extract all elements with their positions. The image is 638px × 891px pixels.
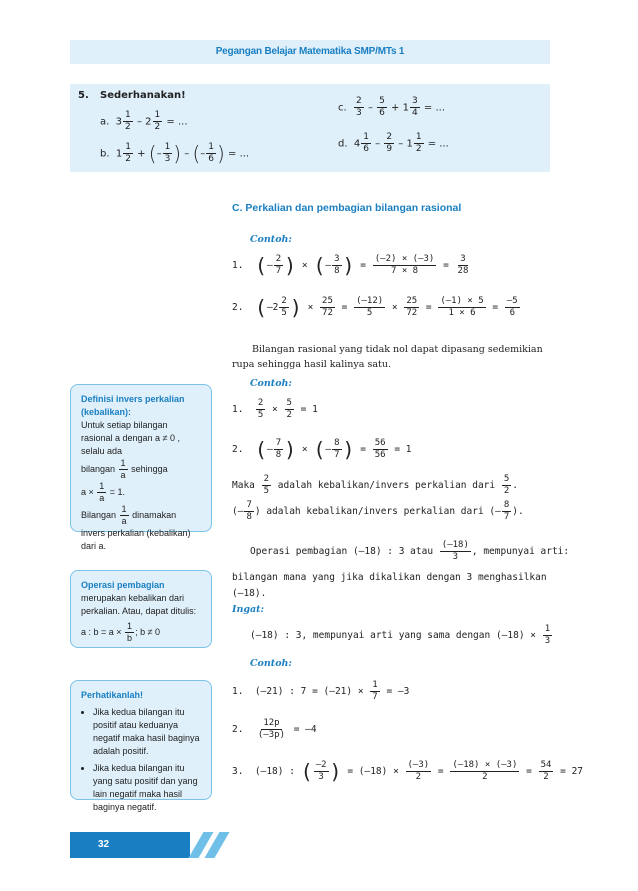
page-number: 32 [98,839,110,850]
example-3-1: 1. (–21) : 7 = (–21) × $\frac{1}{7}$ = –3 [232,680,410,702]
exercise-instruction: Sederhanakan! [100,90,186,101]
definition-body-2: bilangan $\frac{1}{a}$ sehingga [81,458,168,480]
example-3-3: 3. (–18) : ( $\frac{-2}{3}$ ) = (–18) × $\frac{(-3)}{2}$ = $\frac{(-18) \times (-3)}{2}$ = $\frac{54}{2}$ = 27 [232,759,584,784]
ingat-label: Ingat: [232,604,265,615]
division-box [70,570,212,648]
contoh-label-3: Contoh: [250,658,292,669]
contoh-label-2: Contoh: [250,378,292,389]
exercise-number: 5. [78,90,89,101]
note-item: • Jika kedua bilangan itu yang satu positif dan yang lain negatif maka hasil baginya negatif. [93,762,201,814]
division-title: Operasi pembagian [81,580,165,590]
note-list [81,706,201,814]
note-item: • Jika kedua bilangan itu positif atau keduanya negatif maka hasil baginya adalah positif. [93,706,201,758]
section-title: C. Perkalian dan pembagian bilangan rasional [232,202,462,214]
definition-body-4: Bilangan $\frac{1}{a}$ dinamakan invers perkalian (kebalikan) dari a. [81,504,191,551]
page-header: Pegangan Belajar Matematika SMP/MTs 1 [70,40,550,64]
exercise-b: b. 1 $\frac{1}{2}$ + (– $\frac{1}{3}$ ) – (– $\frac{1}{6}$ ) = ... [100,141,250,166]
contoh-label-1: Contoh: [250,234,292,245]
example-2-2: 2. (– $\frac{7}{8}$ ) × (– $\frac{8}{7}$ ) = $\frac{56}{56}$ = 1 [232,437,412,462]
note-title: Perhatikanlah! [81,690,144,700]
operasi-line: Operasi pembagian (–18) : 3 atau $\frac{(-18)}{3}$ , mempunyai arti: [250,540,570,562]
minus18-line: (–18). [232,588,267,599]
definition-body-3: a × $\frac{1}{a}$ = 1. [81,481,126,503]
exercise-c: c. $\frac{2}{3}$ – $\frac{5}{6}$ + 1 $\frac{3}{4}$ = ... [338,96,445,118]
division-body: merupakan kebalikan dari perkalian. Atau, dapat ditulis: [81,593,197,616]
maka-line: Maka $\frac{2}{5}$ adalah kebalikan/invers perkalian dari $\frac{5}{2}$ . [232,474,519,496]
example-3-2: 2. $\frac{12p}{(-3p)}$ = –4 [232,718,317,740]
example-1-1: 1. (– $\frac{2}{7}$ ) × (– $\frac{3}{8}$ ) = $\frac{(-2) \times (-3)}{7 \times 8}$ = $\frac{3}{28}$ [232,253,469,278]
page-number-bar [70,832,190,858]
example-1-2: 2. (–2 $\frac{2}{5}$ ) × $\frac{25}{72}$ = $\frac{(-12)}{5}$ × $\frac{25}{72}$ = $\frac{(-1) \times 5}{1 \times 6}$ = $\frac{-5}{6}$ [232,295,518,320]
bilangan-mana-line: bilangan mana yang jika dikalikan dengan 3 menghasilkan [232,572,547,583]
ingat-line: (–18) : 3, mempunyai arti yang sama dengan (–18) × $\frac{1}{3}$ [250,624,551,646]
inverse-line: (– $\frac{7}{8}$ ) adalah kebalikan/invers perkalian dari (– $\frac{8}{7}$ ). [232,500,524,522]
definition-body-1: Untuk setiap bilangan rasional a dengan a ≠ 0 , selalu ada [81,420,181,456]
definition-box [70,384,212,551]
example-2-1: 1. $\frac{2}{5}$ × $\frac{5}{2}$ = 1 [232,398,318,420]
definition-title: Definisi invers perkalian (kebalikan): [81,394,185,417]
note-box [70,680,212,812]
exercise-5-box [70,84,550,172]
exercise-d: d. 4 $\frac{1}{6}$ – $\frac{2}{9}$ – 1 $\frac{1}{2}$ = ... [338,132,449,154]
exercise-a: a. 3 $\frac{1}{2}$ – 2 $\frac{1}{2}$ = ... [100,110,188,132]
division-formula: a : b = a × $\frac{1}{b}$ ; b ≠ 0 [81,621,161,643]
rational-statement: Bilangan rasional yang tidak nol dapat dipasang sedemikian rupa sehingga hasil kalinya satu. [232,344,543,370]
